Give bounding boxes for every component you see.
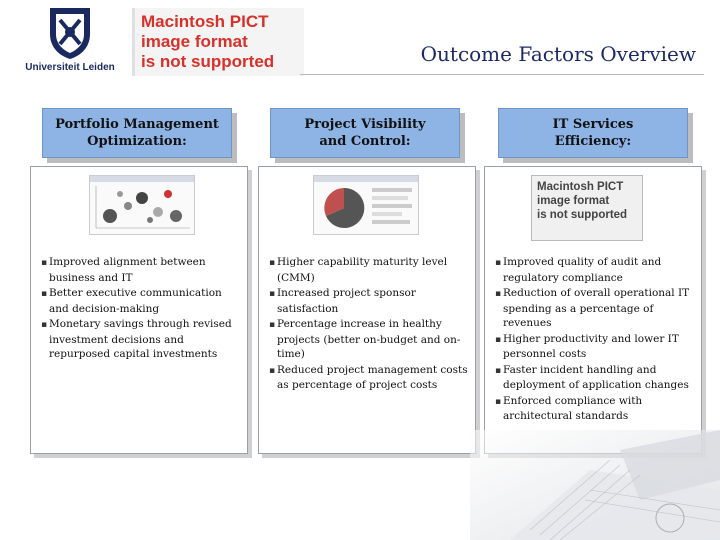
heading-line: Optimization: xyxy=(87,134,187,149)
heading-line: IT Services xyxy=(552,117,634,132)
logo-text: Universiteit Leiden xyxy=(25,62,115,73)
pict-line: Macintosh PICT xyxy=(141,12,269,31)
heading-line: Project Visibility xyxy=(304,117,426,132)
pict-line: Macintosh PICT xyxy=(537,181,624,193)
column-heading-visibility xyxy=(270,108,460,158)
title-divider xyxy=(300,74,704,75)
list-item: ▪ Reduced project management costs as percentage of project costs xyxy=(263,363,469,393)
pict-placeholder-banner xyxy=(132,8,304,76)
list-item: ▪ Monetary savings through revised investment decisions and repurposed capital investments xyxy=(35,317,241,362)
list-item: ▪ Enforced compliance with architectural standards xyxy=(489,394,695,424)
bullet-list xyxy=(263,255,469,394)
list-item: ▪ Improved quality of audit and regulatory compliance xyxy=(489,255,695,285)
heading-line: Portfolio Management xyxy=(55,117,219,132)
list-item: ▪ Reduction of overall operational IT spending as a percentage of revenues xyxy=(489,286,695,331)
bullet-list xyxy=(35,255,241,363)
pict-line: image format xyxy=(537,195,610,207)
scatter-screenshot xyxy=(89,175,195,235)
pict-line: is not supported xyxy=(141,52,275,71)
column-heading-portfolio xyxy=(42,108,232,158)
university-logo xyxy=(22,4,118,80)
list-item: ▪ Better executive communication and decision-making xyxy=(35,286,241,316)
pict-line: is not supported xyxy=(537,209,628,221)
list-item: ▪ Faster incident handling and deployment of application changes xyxy=(489,363,695,393)
list-item: ▪ Higher productivity and lower IT personnel costs xyxy=(489,332,695,362)
pict-placeholder-small xyxy=(531,175,643,241)
list-item: ▪ Higher capability maturity level (CMM) xyxy=(263,255,469,285)
heading-line: and Control: xyxy=(319,134,411,149)
list-item: ▪ Improved alignment between business and IT xyxy=(35,255,241,285)
column-heading-it-services xyxy=(498,108,688,158)
column-panel-it-services xyxy=(484,166,702,454)
heading-line: Efficiency: xyxy=(554,134,632,149)
column-panel-visibility xyxy=(258,166,476,454)
list-item: ▪ Percentage increase in healthy projects (better on-budget and on-time) xyxy=(263,317,469,362)
decorative-background-image xyxy=(470,430,720,540)
column-panel-portfolio xyxy=(30,166,248,454)
list-item: ▪ Increased project sponsor satisfaction xyxy=(263,286,469,316)
pict-line: image format xyxy=(141,32,248,51)
leiden-seal-icon xyxy=(44,4,96,60)
pie-screenshot xyxy=(313,175,419,235)
bullet-list xyxy=(489,255,695,425)
slide-title: Outcome Factors Overview xyxy=(420,42,696,66)
